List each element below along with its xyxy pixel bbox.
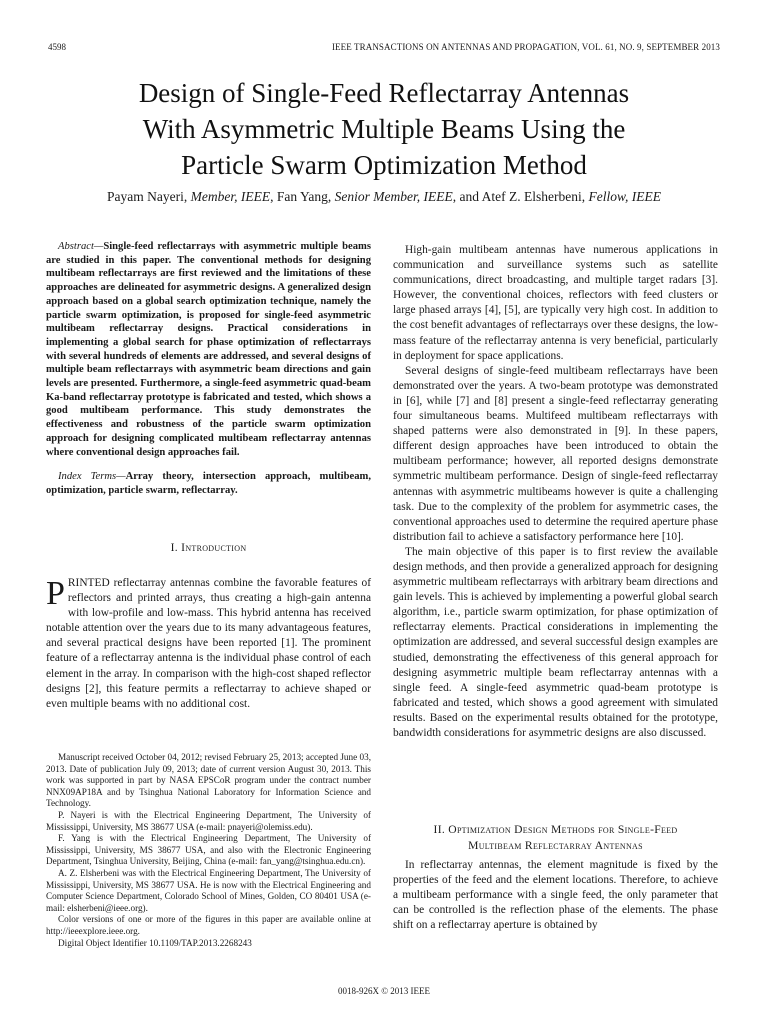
right-paragraph-1: High-gain multibeam antennas have numerous applications in communication and surveillance systems such as satellite communications, direct broadcasting, and multiple target radars [3]. However, the conventional choices, reflectors with feed clusters or large phased arrays [4], [5], are typically very high cost. In addition to the cost benefit advantages of reflectarrays over these designs, the low-mass feature of the reflectarray antenna is very beneficial, particularly in deployment for space applications. bbox=[393, 244, 718, 362]
index-terms-text: Array theory, intersection approach, multibeam, optimization, particle swarm, reflectarray. bbox=[46, 471, 371, 496]
page-number: 4598 bbox=[48, 42, 66, 52]
author-3-role: Fellow, IEEE bbox=[588, 189, 661, 204]
section-2-paragraph-1: In reflectarray antennas, the element magnitude is fixed by the properties of the feed and the element locations. Therefore, to achieve a multibeam performance with a single feed, the only parameter that can be controlled is the reflection phase of the elements. The phase shift on a reflectarray aperture is obtained by bbox=[393, 859, 718, 932]
index-terms-lead: Index Terms— bbox=[58, 471, 126, 482]
footnotes bbox=[46, 752, 371, 949]
title-line-2: With Asymmetric Multiple Beams Using the bbox=[142, 114, 626, 144]
section-2-heading bbox=[393, 822, 718, 854]
right-column-body bbox=[393, 243, 718, 741]
intro-paragraph-1: RINTED reflectarray antennas combine the favorable features of reflectors and printed arrays, thus creating a high-gain antenna with low-profile and low-mass. This hybrid antenna has received notable attention over the years due to its many advantageous features, and several practical designs have been reported [1]. The prominent feature of a reflectarray antenna is the individual phase control of each element in the array. In comparison with the high-cost shaped reflector designs [2], this feature permits a reflectarray to achieve shaped or even multiple beams with no additional cost. bbox=[46, 577, 371, 710]
abstract-text: Single-feed reflectarrays with asymmetric multiple beams are studied in this paper. The conventional methods for designing multibeam reflectarrays are first reviewed and the limitations of these approaches are delineated for asymmetric designs. A generalized design approach based on a global search optimization technique, namely the particle swarm optimization, is proposed for single-feed asymmetric multibeam reflectarray designs. Practical considerations in implementing a global search for phase optimization of reflectarrays with several hundreds of elements are addressed, and several designs of multiple beam reflectarrays with asymmetric beam directions and gain levels are presented. Furthermore, a single-feed asymmetric quad-beam Ka-band reflectarray prototype is fabricated and tested, which shows a good multibeam performance. This study demonstrates the effectiveness and robustness of the particle swarm optimization approach for designing complicated multibeam reflectarray antennas where conventional design approaches fail. bbox=[46, 241, 371, 458]
footnote-color-versions: Color versions of one or more of the figures in this paper are available online at http://ieeexplore.ieee.org. bbox=[46, 914, 371, 936]
section-1-heading bbox=[46, 541, 371, 554]
section-2-title-line-2: Multibeam Reflectarray Antennas bbox=[468, 839, 643, 852]
right-paragraph-2: Several designs of single-feed multibeam reflectarrays have been demonstrated over the years. A two-beam prototype was demonstrated in [6], while [7] and [8] present a single-feed reflectarray generating four simultaneous beams. Multifeed multibeam reflectarrays with shaped patterns were also demonstrated in [9]. In these papers, different design approaches have been introduced to obtain the multibeam performance; however, all reported designs demonstrate symmetric multibeam performance. Design of single-feed reflectarray antennas with asymmetric multibeams however is quite a challenging task. Due to the complexity of the problem for asymmetric cases, the conventional approaches used to determine the required aperture phase distribution fail to achieve a satisfactory performance here [10]. bbox=[393, 364, 718, 543]
author-2-name: , Fan Yang, bbox=[270, 189, 335, 204]
section-1-title: Introduction bbox=[181, 541, 247, 554]
author-1-name: Payam Nayeri, bbox=[107, 189, 191, 204]
title-line-1: Design of Single-Feed Reflectarray Antennas bbox=[138, 78, 630, 108]
dropcap-letter: P bbox=[46, 575, 65, 612]
copyright-footer: 0018-926X © 2013 IEEE bbox=[337, 986, 431, 996]
author-3-name: , and Atef Z. Elsherbeni, bbox=[452, 189, 589, 204]
author-list bbox=[40, 189, 728, 205]
footnote-nayeri: P. Nayeri is with the Electrical Engineering Department, The University of Mississippi, University, MS 38677 USA (e-mail: pnayeri@olemiss.edu). bbox=[46, 809, 371, 832]
right-paragraph-3: The main objective of this paper is to first review the available design methods, and then provide a generalized approach for designing asymmetric multibeam reflectarrays with arbitrary beam directions and gain levels. This is achieved by implementing a powerful global search algorithm, i.e., particle swarm optimization, for phase optimization of reflectarray elements. Practical considerations in implementing the optimization are addressed, and several successful design examples are studied, demonstrating the effectiveness of this general approach for designing asymmetric multiple beam reflectarray antennas with a single feed. A single-feed asymmetric quad-beam prototype is fabricated and tested, which shows a good agreement with simulated results. Based on the experimental results obtained for the prototype, bandwidth considerations for asymmetric designs are also discussed. bbox=[393, 545, 718, 739]
footnote-elsherbeni: A. Z. Elsherbeni was with the Electrical Engineering Department, The University of Mississippi, University, MS 38677 USA. He is now with the Electrical Engineering and Computer Science Department, Colorado School of Mines, Golden, CO 80401 USA (e-mail: elsherbeni@ieee.org). bbox=[46, 867, 371, 913]
paper-title bbox=[60, 75, 708, 183]
footnote-doi: Digital Object Identifier 10.1109/TAP.2013.2268243 bbox=[58, 937, 252, 948]
section-2-number: II. bbox=[433, 823, 449, 836]
section-1-number: I. bbox=[170, 541, 182, 554]
section-2-body bbox=[393, 858, 718, 933]
footnote-manuscript: Manuscript received October 04, 2012; revised February 25, 2013; accepted June 03, 2013. Date of publication July 09, 2013; date of current version August 30, 2013. This work was supported in part by NASA EPSCoR program under the contract number NNX09AP18A and by Tsinghua National Laboratory for Information Science and Technology. bbox=[46, 752, 371, 809]
abstract bbox=[46, 240, 371, 459]
author-2-role: Senior Member, IEEE bbox=[334, 189, 453, 204]
footnote-yang: F. Yang is with the Electrical Engineering Department, The University of Mississippi, University, MS 38677 USA, and also with the Electronic Engineering Department, Tsinghua University, Beijing, China (e-mail: fan_yang@tsinghua.edu.cn). bbox=[46, 833, 371, 867]
abstract-lead: Abstract— bbox=[58, 241, 104, 252]
introduction-body bbox=[46, 576, 371, 712]
section-2-title-line-1: Optimization Design Methods for Single-Feed bbox=[448, 823, 678, 836]
index-terms bbox=[46, 470, 371, 497]
title-line-3: Particle Swarm Optimization Method bbox=[181, 150, 587, 180]
running-header: IEEE TRANSACTIONS ON ANTENNAS AND PROPAGATION, VOL. 61, NO. 9, SEPTEMBER 2013 bbox=[331, 42, 720, 52]
author-1-role: Member, IEEE bbox=[190, 189, 271, 204]
